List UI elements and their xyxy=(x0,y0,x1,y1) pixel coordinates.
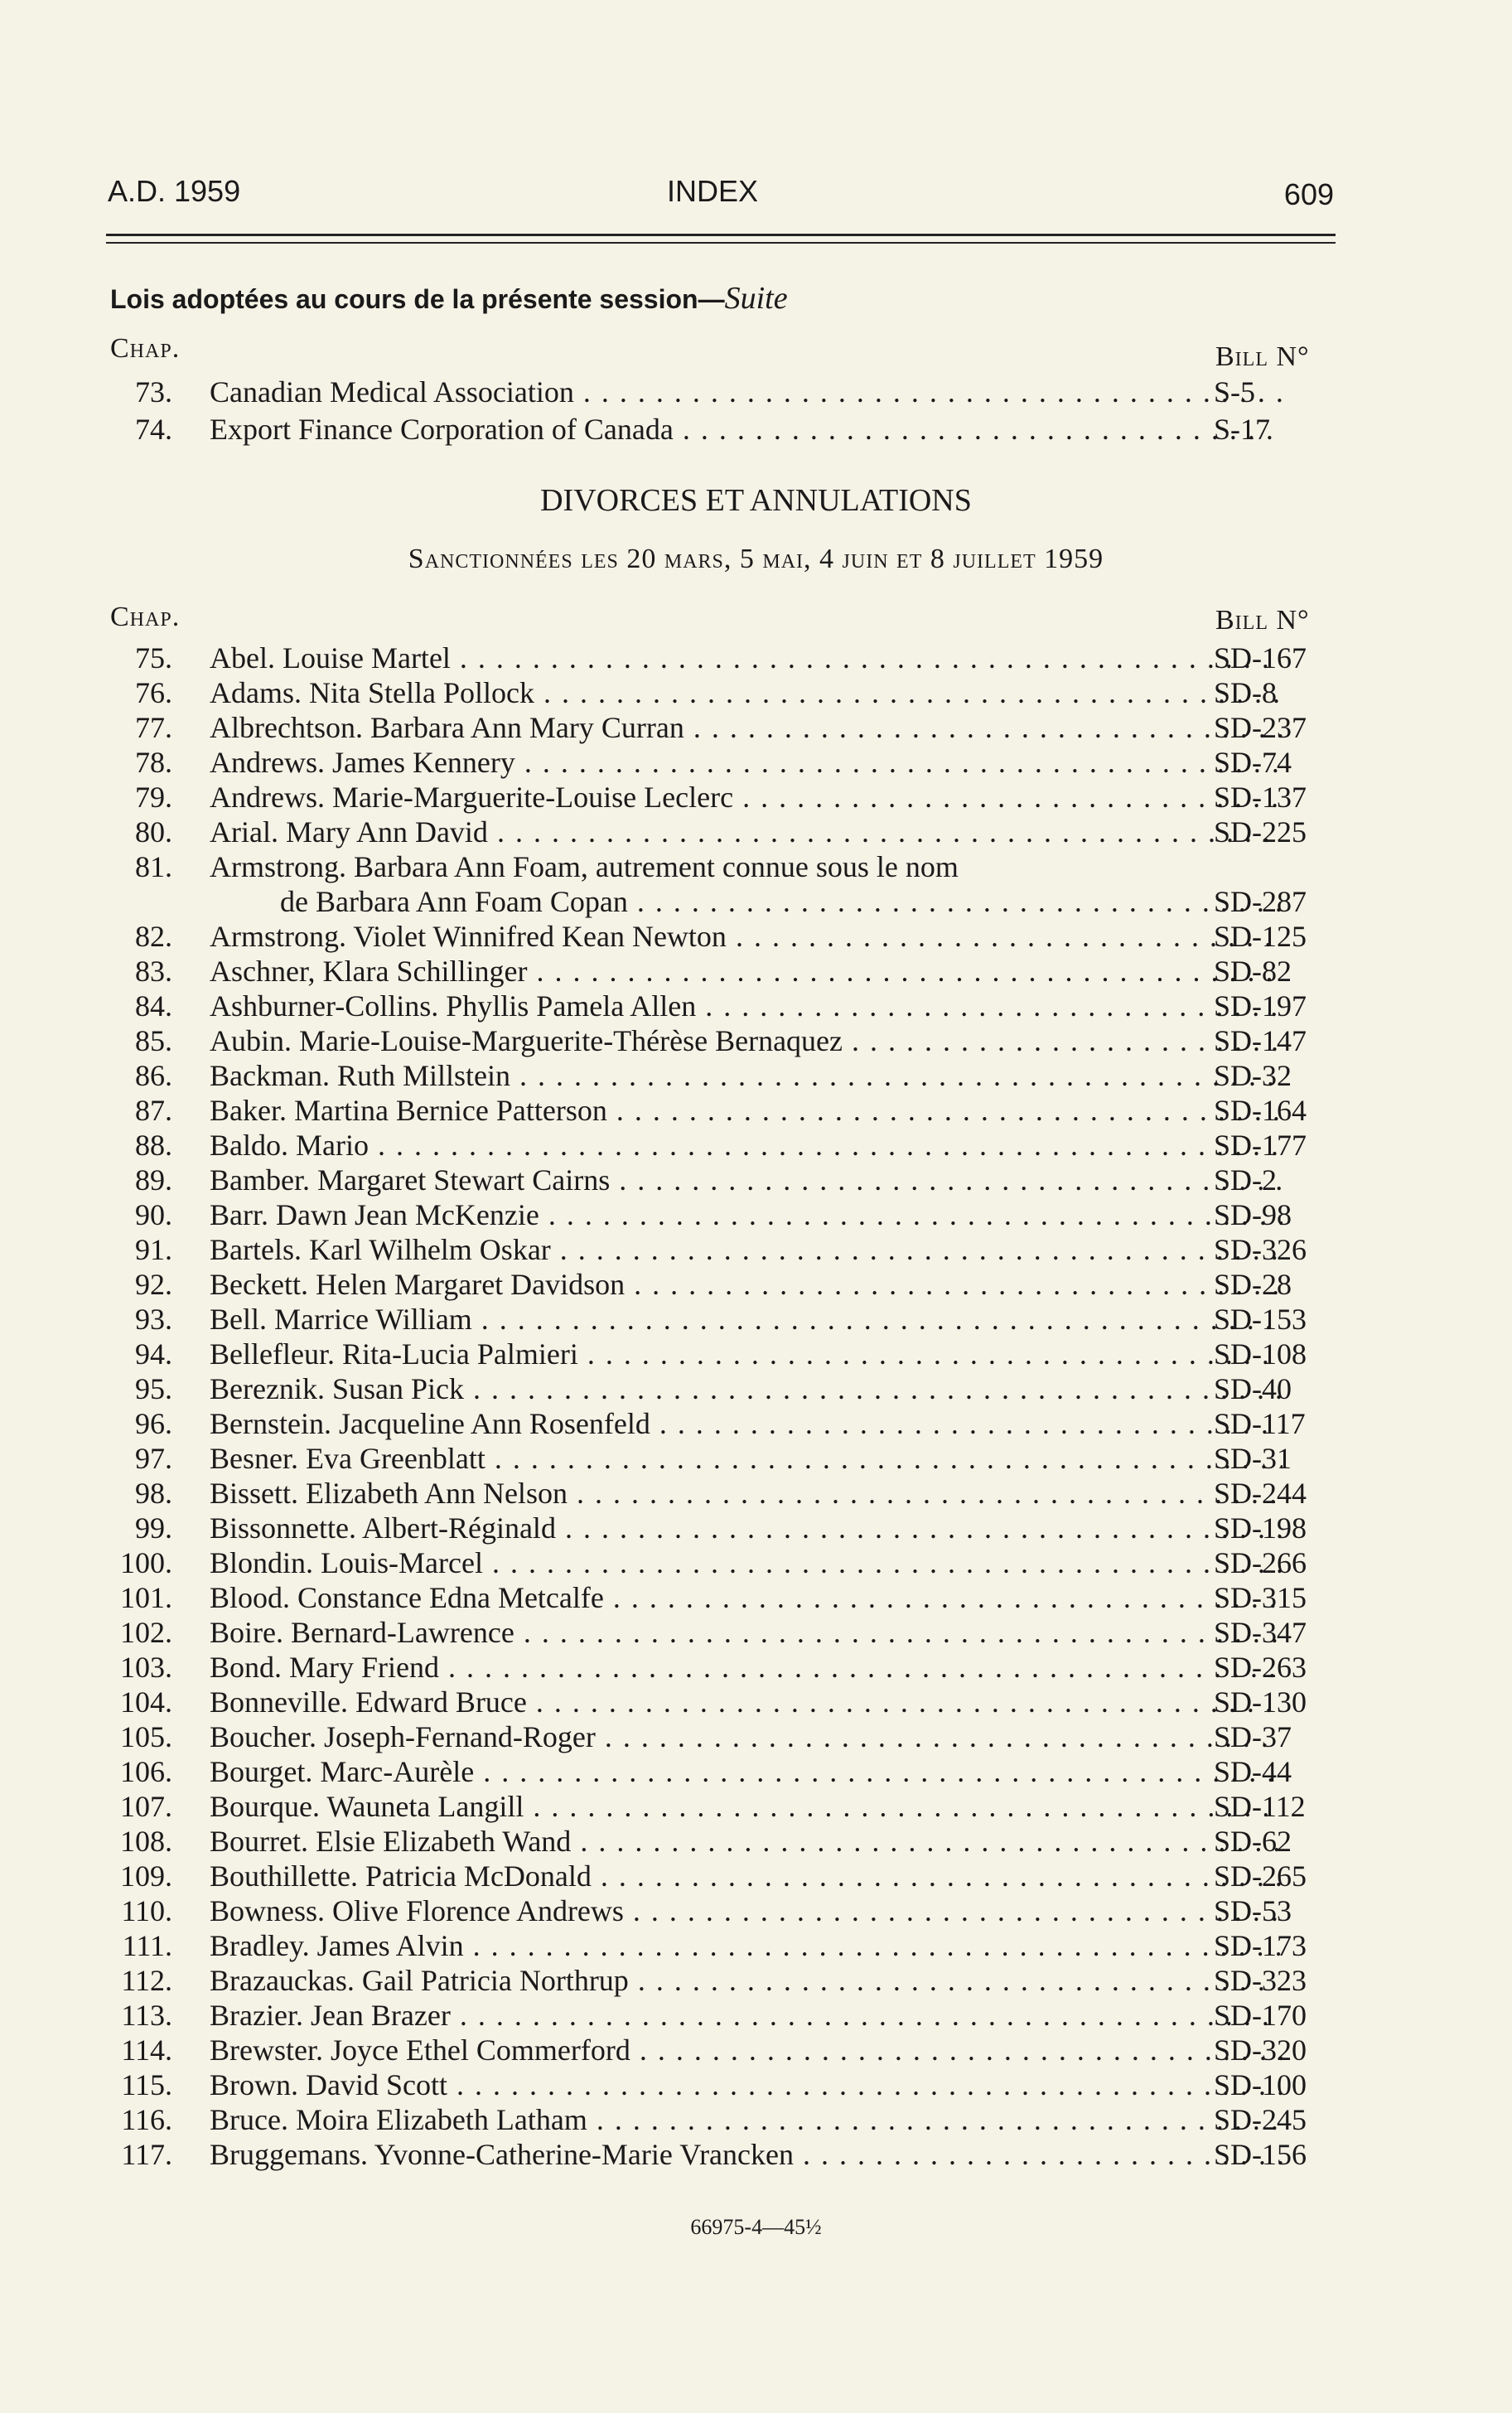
bill-number: SD-265 xyxy=(1214,1859,1307,1893)
bill-number: SD-156 xyxy=(1214,2138,1307,2171)
entry-name: Boucher. Joseph-Fernand-Roger . . . xyxy=(210,1719,1283,1754)
bill-number: SD-62 xyxy=(1214,1825,1292,1858)
chapter-number: 100. xyxy=(120,1546,172,1579)
entry-name: Bourque. Wauneta Langill . . . xyxy=(210,1789,1283,1824)
entry-name: Arial. Mary Ann David . . . xyxy=(210,815,1283,849)
bill-number: SD-347 xyxy=(1214,1616,1307,1649)
chapter-number: 103. xyxy=(120,1651,172,1684)
bill-number: SD-237 xyxy=(1214,711,1307,744)
entry-name: Backman. Ruth Millstein . . . xyxy=(210,1058,1283,1093)
bill-number: SD-44 xyxy=(1214,1755,1292,1788)
bill-number: SD-326 xyxy=(1214,1233,1307,1266)
list-item xyxy=(106,1197,1336,1232)
entry-name: Barr. Dawn Jean McKenzie . . . xyxy=(210,1197,1283,1232)
chapter-number: 88. xyxy=(135,1129,172,1162)
entry-name: Ashburner-Collins. Phyllis Pamela Allen . . . xyxy=(210,989,1283,1023)
chapter-number: 99. xyxy=(135,1511,172,1545)
list-item xyxy=(106,1163,1336,1197)
entry-name: Andrews. James Kennery . . . xyxy=(210,745,1283,780)
entry-name: Baldo. Mario . . . xyxy=(210,1128,1283,1163)
entry-name-continued: de Barbara Ann Foam Copan . . . xyxy=(280,884,1283,919)
bill-number: SD-245 xyxy=(1214,2103,1307,2136)
list-item xyxy=(106,1893,1336,1928)
bill-number: SD-287 xyxy=(1214,885,1307,918)
chapter-number: 89. xyxy=(135,1163,172,1197)
entry-name: Armstrong. Violet Winnifred Kean Newton . . . xyxy=(210,919,1283,954)
bill-number: SD-8 xyxy=(1214,676,1278,709)
bill-number: SD-323 xyxy=(1214,1964,1307,1997)
bill-number: SD-74 xyxy=(1214,746,1292,779)
bill-number: SD-197 xyxy=(1214,989,1307,1023)
bill-number: SD-32 xyxy=(1214,1059,1292,1092)
chapter-number: 92. xyxy=(135,1268,172,1301)
list-item xyxy=(106,1476,1336,1511)
chapter-number: 107. xyxy=(120,1790,172,1823)
bill-number: SD-112 xyxy=(1214,1790,1306,1823)
entry-name: Brazauckas. Gail Patricia Northrup . . . xyxy=(210,1963,1283,1998)
chapter-number: 104. xyxy=(120,1685,172,1719)
section-suite: Suite xyxy=(724,281,788,316)
bill-number: SD-177 xyxy=(1214,1129,1307,1162)
entry-name: Beckett. Helen Margaret Davidson . . . xyxy=(210,1267,1283,1302)
chapter-number: 113. xyxy=(121,1999,172,2032)
chapter-number: 81. xyxy=(135,850,172,883)
bill-number: SD-40 xyxy=(1214,1372,1292,1405)
bill-number: SD-82 xyxy=(1214,955,1292,988)
list-item xyxy=(106,1058,1336,1093)
list-item xyxy=(106,1824,1336,1859)
list-item xyxy=(106,1337,1336,1371)
list-item xyxy=(106,1580,1336,1615)
chap-column-header: Chap. xyxy=(110,333,181,364)
entry-name: Bartels. Karl Wilhelm Oskar . . . xyxy=(210,1232,1283,1267)
bill-number: SD-164 xyxy=(1214,1094,1307,1127)
chapter-number: 76. xyxy=(135,676,172,709)
chapter-number: 91. xyxy=(135,1233,172,1266)
chapter-number: 85. xyxy=(135,1024,172,1057)
chapter-number: 115. xyxy=(121,2068,172,2101)
list-item xyxy=(106,1302,1336,1337)
chapter-number: 90. xyxy=(135,1198,172,1231)
list-item xyxy=(106,412,1336,449)
entry-name: Bernstein. Jacqueline Ann Rosenfeld . . . xyxy=(210,1406,1283,1441)
chapter-number: 117. xyxy=(121,2138,172,2171)
entry-name: Boire. Bernard-Lawrence . . . xyxy=(210,1615,1283,1650)
entry-name: Export Finance Corporation of Canada . . . xyxy=(210,412,1283,447)
section-heading xyxy=(110,280,788,317)
entry-name: Bell. Marrice William . . . xyxy=(210,1302,1283,1337)
entry-name: Besner. Eva Greenblatt . . . xyxy=(210,1441,1283,1476)
list-item xyxy=(106,1441,1336,1476)
list-item xyxy=(106,954,1336,989)
chapter-number: 116. xyxy=(121,2103,172,2136)
section-title: Lois adoptées au cours de la présente session— xyxy=(110,284,725,314)
entry-name: Aschner, Klara Schillinger . . . xyxy=(210,954,1283,989)
list-item xyxy=(106,1998,1336,2033)
bill-column-header-2: Bill N° xyxy=(1215,605,1310,636)
entry-name: Brewster. Joyce Ethel Commerford . . . xyxy=(210,2033,1283,2067)
entry-name: Bourret. Elsie Elizabeth Wand . . . xyxy=(210,1824,1283,1859)
list-item xyxy=(106,1023,1336,1058)
list-item xyxy=(106,1650,1336,1685)
chapter-number: 98. xyxy=(135,1477,172,1510)
list-item xyxy=(106,2102,1336,2137)
chapter-number: 97. xyxy=(135,1442,172,1475)
entry-name: Brown. David Scott . . . xyxy=(210,2067,1283,2102)
list-item xyxy=(106,2033,1336,2067)
list-item xyxy=(106,675,1336,710)
laws-list xyxy=(106,375,1336,449)
bill-number: SD-225 xyxy=(1214,815,1307,849)
divorce-list xyxy=(106,641,1336,2172)
list-item xyxy=(106,1232,1336,1267)
chapter-number: 82. xyxy=(135,920,172,953)
chapter-number: 114. xyxy=(121,2033,172,2067)
entry-name: Aubin. Marie-Louise-Marguerite-Thérèse Bernaquez . . . xyxy=(210,1023,1283,1058)
entry-name: Blood. Constance Edna Metcalfe . . . xyxy=(210,1580,1283,1615)
entry-name: Blondin. Louis-Marcel . . . xyxy=(210,1545,1283,1580)
list-item xyxy=(106,1128,1336,1163)
entry-name: Bamber. Margaret Stewart Cairns . . . xyxy=(210,1163,1283,1197)
bill-number: SD-37 xyxy=(1214,1720,1292,1753)
list-item xyxy=(106,1963,1336,1998)
chapter-number: 74. xyxy=(135,413,172,446)
chapter-number: 87. xyxy=(135,1094,172,1127)
header-rule-top xyxy=(106,234,1336,236)
list-item xyxy=(106,1859,1336,1893)
bill-number: SD-167 xyxy=(1214,641,1307,675)
entry-name: Albrechtson. Barbara Ann Mary Curran . . . xyxy=(210,710,1283,745)
chapter-number: 83. xyxy=(135,955,172,988)
bill-number: SD-198 xyxy=(1214,1511,1307,1545)
list-item xyxy=(106,1789,1336,1824)
running-header xyxy=(108,174,1334,224)
list-item xyxy=(106,989,1336,1023)
entry-name: Bruggemans. Yvonne-Catherine-Marie Vrancken . . . xyxy=(210,2137,1283,2172)
list-item xyxy=(106,1545,1336,1580)
divorces-title: DIVORCES ET ANNULATIONS xyxy=(540,483,972,518)
chapter-number: 84. xyxy=(135,989,172,1023)
entry-name: Bereznik. Susan Pick . . . xyxy=(210,1371,1283,1406)
list-item xyxy=(106,2067,1336,2102)
bill-number: S-5 xyxy=(1214,375,1256,409)
chapter-number: 112. xyxy=(121,1964,172,1997)
chapter-number: 93. xyxy=(135,1303,172,1336)
list-item xyxy=(106,1267,1336,1302)
chap-column-header-2: Chap. xyxy=(110,602,181,632)
entry-name: Adams. Nita Stella Pollock . . . xyxy=(210,675,1283,710)
bill-number: SD-266 xyxy=(1214,1546,1307,1579)
bill-number: SD-244 xyxy=(1214,1477,1307,1510)
bill-number: SD-117 xyxy=(1214,1407,1306,1440)
chapter-number: 105. xyxy=(120,1720,172,1753)
chapter-number: 101. xyxy=(120,1581,172,1614)
chapter-number: 102. xyxy=(120,1616,172,1649)
chapter-number: 109. xyxy=(120,1859,172,1893)
bill-number: SD-108 xyxy=(1214,1337,1307,1371)
bill-number: SD-53 xyxy=(1214,1894,1292,1927)
header-title: INDEX xyxy=(667,174,759,208)
entry-name: Bond. Mary Friend . . . xyxy=(210,1650,1283,1685)
bill-number: SD-147 xyxy=(1214,1024,1307,1057)
header-rule-bottom xyxy=(106,242,1336,244)
bill-number: SD-153 xyxy=(1214,1303,1307,1336)
entry-name: Armstrong. Barbara Ann Foam, autrement connue sous le nom xyxy=(210,850,959,883)
entry-name: Canadian Medical Association . . . xyxy=(210,375,1283,409)
entry-name: Abel. Louise Martel . . . xyxy=(210,641,1283,675)
list-item xyxy=(106,1719,1336,1754)
header-year: A.D. 1959 xyxy=(108,174,241,208)
chapter-number: 111. xyxy=(122,1929,172,1962)
chapter-number: 75. xyxy=(135,641,172,675)
chapter-number: 79. xyxy=(135,781,172,814)
list-item xyxy=(106,375,1336,412)
entry-name: Andrews. Marie-Marguerite-Louise Leclerc . . . xyxy=(210,780,1283,815)
bill-number: SD-2 xyxy=(1214,1163,1278,1197)
entry-name: Bissett. Elizabeth Ann Nelson . . . xyxy=(210,1476,1283,1511)
footer-code: 66975-4—45½ xyxy=(690,2215,822,2239)
list-item xyxy=(106,641,1336,675)
entry-name: Bellefleur. Rita-Lucia Palmieri . . . xyxy=(210,1337,1283,1371)
entry-name: Bouthillette. Patricia McDonald . . . xyxy=(210,1859,1283,1893)
list-item xyxy=(106,1615,1336,1650)
bill-number: SD-130 xyxy=(1214,1685,1307,1719)
bill-number: SD-31 xyxy=(1214,1442,1292,1475)
list-item xyxy=(106,780,1336,815)
list-item xyxy=(106,1754,1336,1789)
chapter-number: 95. xyxy=(135,1372,172,1405)
bill-number: SD-170 xyxy=(1214,1999,1307,2032)
entry-name: Bowness. Olive Florence Andrews . . . xyxy=(210,1893,1283,1928)
list-item xyxy=(106,2137,1336,2172)
chapter-number: 73. xyxy=(135,375,172,409)
divorces-subtitle: Sanctionnées les 20 mars, 5 mai, 4 juin et 8 juillet 1959 xyxy=(408,544,1104,574)
entry-name: Bissonnette. Albert-Réginald . . . xyxy=(210,1511,1283,1545)
bill-number: SD-320 xyxy=(1214,2033,1307,2067)
bill-number: SD-137 xyxy=(1214,781,1307,814)
entry-name: Bonneville. Edward Bruce . . . xyxy=(210,1685,1283,1719)
bill-column-header: Bill N° xyxy=(1215,341,1310,372)
entry-name: Baker. Martina Bernice Patterson . . . xyxy=(210,1093,1283,1128)
page-number: 609 xyxy=(1283,177,1334,211)
bill-number: SD-98 xyxy=(1214,1198,1292,1231)
entry-name: Bradley. James Alvin . . . xyxy=(210,1928,1283,1963)
chapter-number: 86. xyxy=(135,1059,172,1092)
chapter-number: 78. xyxy=(135,746,172,779)
bill-number: SD-125 xyxy=(1214,920,1307,953)
chapter-number: 96. xyxy=(135,1407,172,1440)
list-item xyxy=(106,1371,1336,1406)
list-item xyxy=(106,919,1336,954)
chapter-number: 108. xyxy=(120,1825,172,1858)
entry-name: Brazier. Jean Brazer . . . xyxy=(210,1998,1283,2033)
bill-number: SD-173 xyxy=(1214,1929,1307,1962)
bill-number: SD-100 xyxy=(1214,2068,1307,2101)
chapter-number: 77. xyxy=(135,711,172,744)
list-item xyxy=(106,1928,1336,1963)
entry-name: Bourget. Marc-Aurèle . . . xyxy=(210,1754,1283,1789)
chapter-number: 110. xyxy=(121,1894,172,1927)
entry-name: Bruce. Moira Elizabeth Latham . . . xyxy=(210,2102,1283,2137)
bill-number: SD-263 xyxy=(1214,1651,1307,1684)
list-item xyxy=(106,849,1336,884)
list-item xyxy=(106,1093,1336,1128)
list-item xyxy=(106,815,1336,849)
chapter-number: 94. xyxy=(135,1337,172,1371)
list-item-continuation xyxy=(106,884,1336,919)
list-item xyxy=(106,710,1336,745)
chapter-number: 80. xyxy=(135,815,172,849)
bill-number: SD-315 xyxy=(1214,1581,1307,1614)
list-item xyxy=(106,1406,1336,1441)
bill-number: SD-28 xyxy=(1214,1268,1292,1301)
list-item xyxy=(106,1685,1336,1719)
bill-number: S-17 xyxy=(1214,413,1271,446)
list-item xyxy=(106,745,1336,780)
chapter-number: 106. xyxy=(120,1755,172,1788)
list-item xyxy=(106,1511,1336,1545)
